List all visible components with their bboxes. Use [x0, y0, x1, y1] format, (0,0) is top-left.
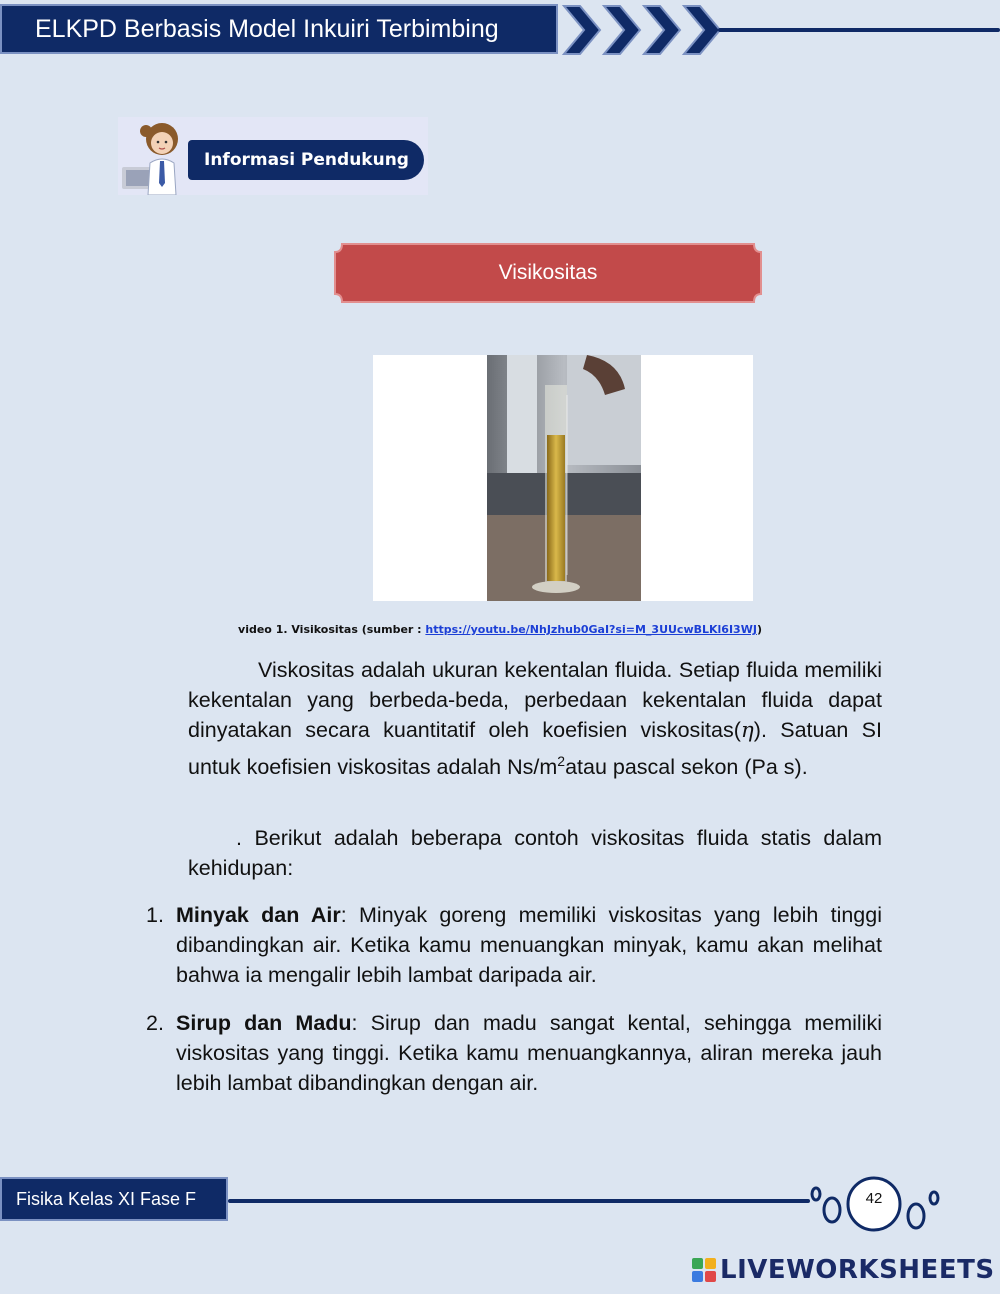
list-item-term: Minyak dan Air [176, 903, 341, 927]
caption-prefix: video 1. Visikositas (sumber : [238, 623, 426, 636]
list-item-number: 1. [146, 903, 164, 927]
list-item-term: Sirup dan Madu [176, 1011, 352, 1035]
liveworksheets-grid-icon [692, 1258, 716, 1282]
footer-label-box [0, 1177, 228, 1221]
liveworksheets-wordmark: LIVEWORKSHEETS [720, 1255, 995, 1285]
list-item [146, 1008, 883, 1098]
video-caption [0, 623, 1000, 636]
liveworksheets-logo [692, 1252, 995, 1288]
header-title-bar [0, 4, 558, 54]
list-item-number: 2. [146, 1011, 164, 1035]
paragraph-definition [188, 655, 882, 782]
list-item-text: : Minyak goreng memiliki viskositas yang lebih tinggi dibandingkan air. Ketika kamu menuangkan minyak, kamu akan melihat bahwa ia mengalir lebih lambat daripada air. [176, 903, 882, 987]
info-banner [118, 117, 428, 195]
section-title: Visikositas [498, 261, 598, 284]
eta-symbol: η [740, 718, 754, 743]
viscosity-video-image [487, 355, 641, 601]
page-number: 42 [865, 1190, 883, 1207]
paragraph-examples-intro: . Berikut adalah beberapa contoh viskositas fluida statis dalam kehidupan: [188, 826, 882, 880]
header-rule [718, 28, 1000, 32]
unit-exponent: 2 [557, 753, 566, 769]
paragraph-definition-text-2: ). Satuan SI untuk koefisien viskositas adalah Ns/m [188, 718, 882, 780]
paragraph-definition-text-3: atau pascal sekon (Pa s). [565, 755, 808, 780]
header-title: ELKPD Berbasis Model Inkuiri Terbimbing [35, 15, 499, 43]
list-item [146, 900, 882, 990]
paragraph-definition-text-1: Viskositas adalah ukuran kekentalan fluida. Setiap fluida memiliki kekentalan yang berbeda-beda, perbedaan kekentalan fluida dapat dinyatakan secara kuantitatif oleh koefisien viskositas( [188, 658, 882, 742]
video-source-link[interactable]: https://youtu.be/NhJzhub0GaI?si=M_3UUcwBLKl6I3WJ [425, 623, 757, 636]
list-item-text: : Sirup dan madu sangat kental, sehingga memiliki viskositas yang tinggi. Ketika kamu menuangkannya, aliran mereka jauh lebih lambat dibandingkan dengan air. [176, 1011, 883, 1095]
info-banner-label: Informasi Pendukung [188, 140, 424, 180]
section-title-box [334, 243, 762, 303]
video-thumbnail[interactable] [373, 355, 753, 601]
student-illustration-icon [118, 117, 198, 195]
footer-label: Fisika Kelas XI Fase F [16, 1189, 197, 1209]
caption-suffix: ) [756, 623, 762, 636]
footer-rule [228, 1199, 810, 1203]
